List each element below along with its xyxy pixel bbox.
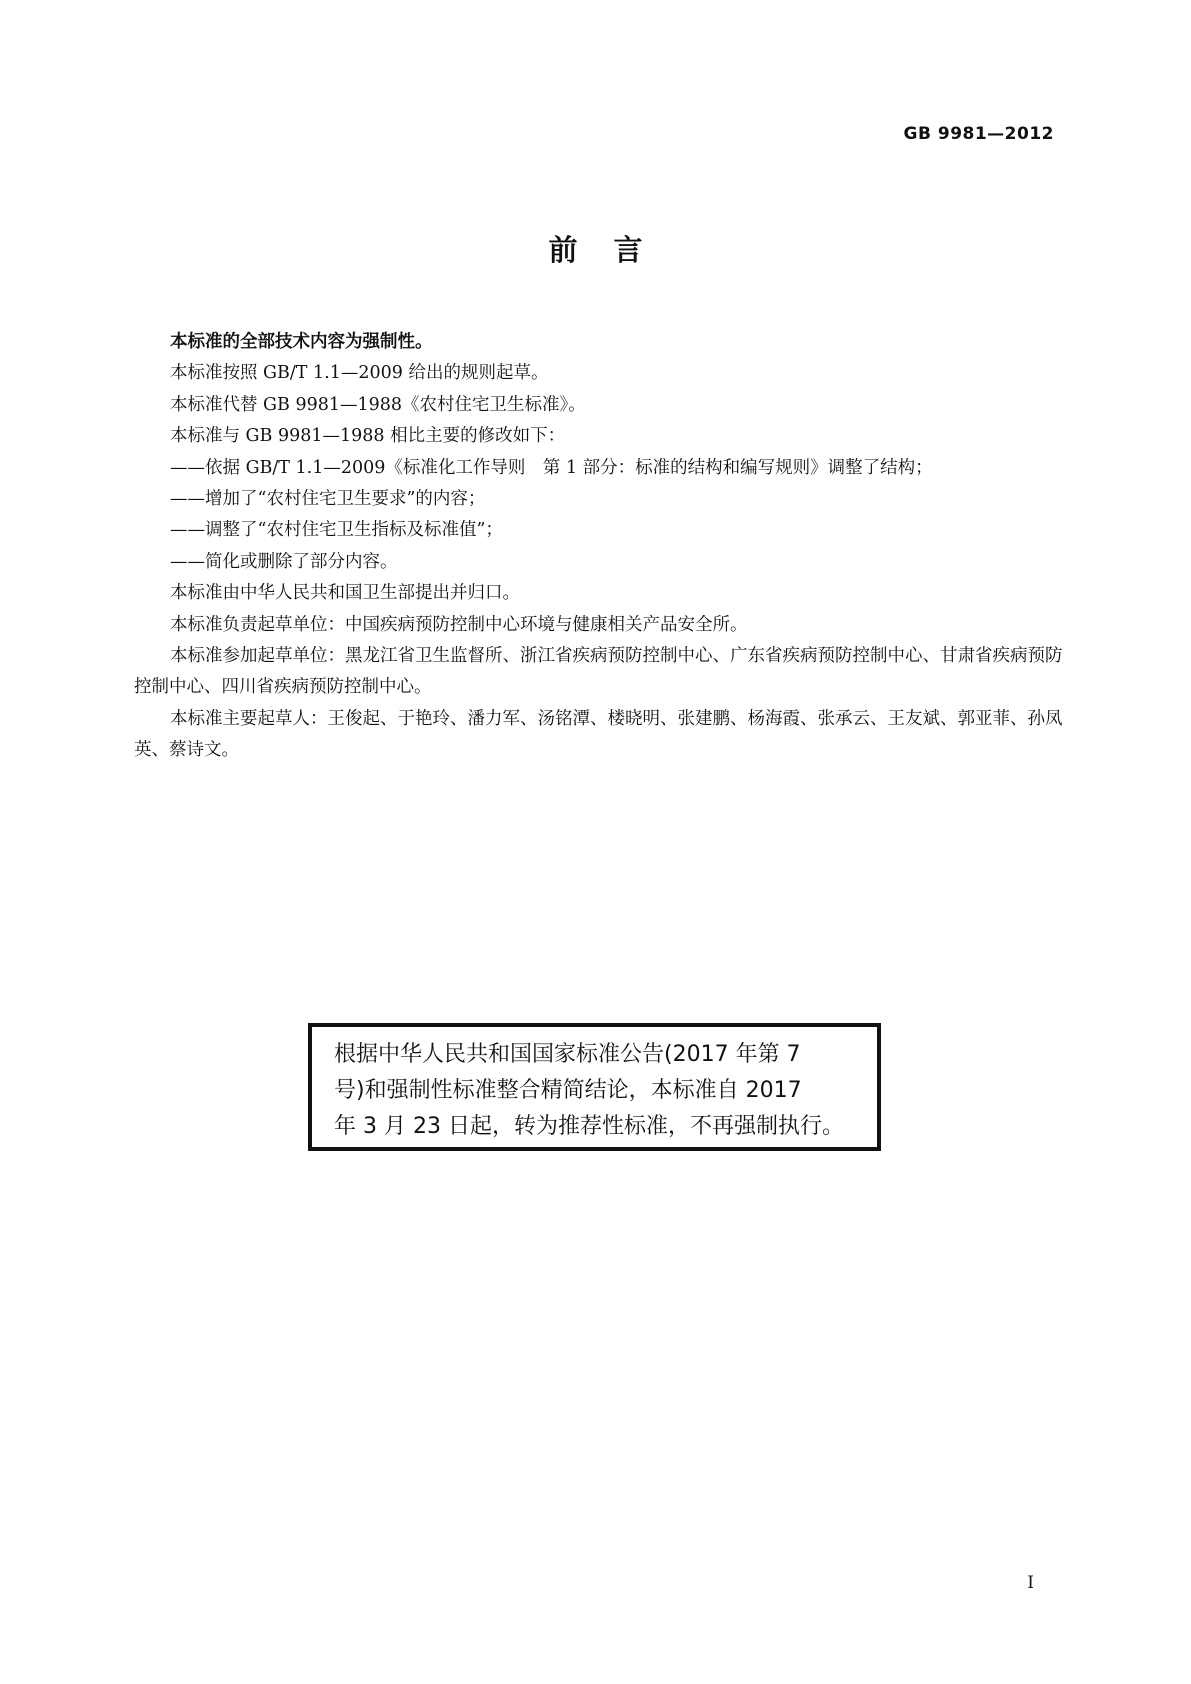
paragraph-drafting-rules: 本标准按照 GB/T 1.1—2009 给出的规则起草。	[170, 363, 549, 384]
list-item-change: ——增加了“农村住宅卫生要求”的内容；	[170, 489, 486, 510]
paragraph-responsible-drafter: 本标准负责起草单位：中国疾病预防控制中心环境与健康相关产品安全所。	[170, 614, 748, 635]
paragraph-participating-drafters: 本标准参加起草单位：黑龙江省卫生监督所、浙江省疾病预防控制中心、广东省疾病预防控制中心、甘肃省疾病预防控制中心、四川省疾病预防控制中心。	[134, 646, 1063, 698]
paragraph-changes-intro: 本标准与 GB 9981—1988 相比主要的修改如下：	[170, 426, 566, 447]
paragraph-replaces: 本标准代替 GB 9981—1988《农村住宅卫生标准》。	[170, 394, 586, 415]
paragraph-main-drafters: 本标准主要起草人：王俊起、于艳玲、潘力军、汤铭潭、楼晓明、张建鹏、杨海霞、张承云、王友斌、郭亚菲、孙凤英、蔡诗文。	[134, 708, 1063, 761]
list-item-change: ——简化或删除了部分内容。	[170, 551, 398, 572]
paragraph-mandatory-statement: 本标准的全部技术内容为强制性。	[170, 332, 433, 352]
list-item-change: ——依据 GB/T 1.1—2009《标准化工作导则 第 1 部分：标准的结构和编写规则》调整了结构；	[170, 457, 933, 478]
page-title: 前言	[548, 233, 679, 267]
notice-line: 年 3 月 23 日起，转为推荐性标准，不再强制执行。	[334, 1114, 844, 1139]
page-number: I	[1027, 1573, 1034, 1593]
status-notice-box	[308, 1023, 881, 1151]
notice-line: 根据中华人民共和国国家标准公告(2017 年第 7	[334, 1042, 801, 1067]
standard-number: GB 9981—2012	[903, 124, 1054, 144]
notice-line: 号)和强制性标准整合精简结论，本标准自 2017	[334, 1078, 802, 1103]
paragraph-proposed-by: 本标准由中华人民共和国卫生部提出并归口。	[170, 583, 520, 604]
list-item-change: ——调整了“农村住宅卫生指标及标准值”；	[170, 520, 503, 541]
foreword-body	[134, 327, 1069, 767]
